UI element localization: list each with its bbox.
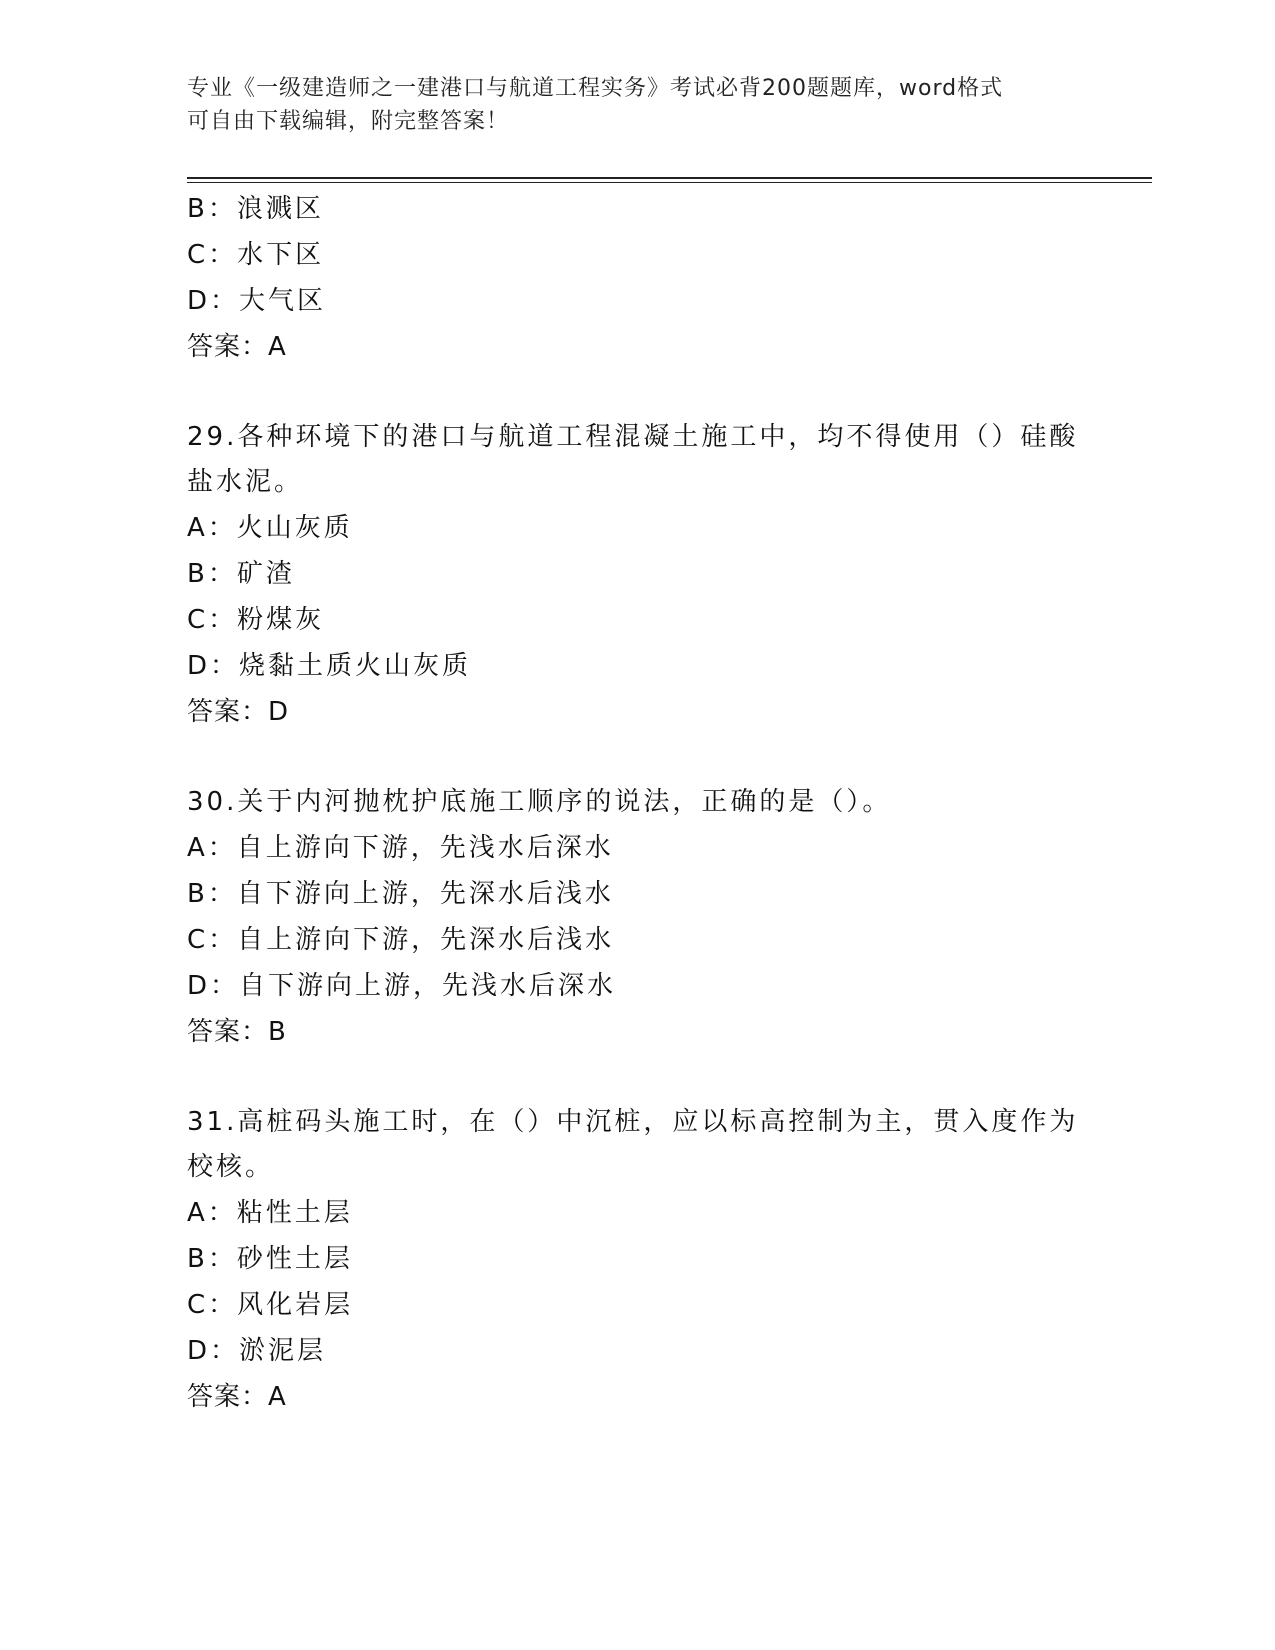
option-d: D：淤泥层 [187,1336,327,1366]
answer-line: 答案：D [187,697,290,727]
question-30 [187,780,1087,1055]
option-c: C：自上游向下游，先深水后浅水 [187,925,615,955]
document-header [187,72,1087,138]
option-b: B：浪溅区 [187,194,324,224]
question-stem [187,780,1087,825]
question-31 [187,1100,1087,1420]
header-title-line-2: 可自由下载编辑，附完整答案！ [187,109,510,134]
spacer [187,1055,1087,1100]
question-stem [187,1100,1087,1190]
option-d: D：自下游向上游，先浅水后深水 [187,971,617,1001]
spacer [187,370,1087,415]
option-a: A：火山灰质 [187,513,353,543]
spacer [187,735,1087,780]
option-d: D：大气区 [187,286,327,316]
question-stem-line-1: 31.高桩码头施工时，在（）中沉桩，应以标高控制为主，贯入度作为 [187,1107,1079,1137]
answer-line: 答案：A [187,332,287,362]
option-c: C：风化岩层 [187,1290,354,1320]
question-stem-line-1: 29.各种环境下的港口与航道工程混凝土施工中，均不得使用（）硅酸 [187,422,1079,452]
answer-line: 答案：A [187,1382,287,1412]
option-a: A：自上游向下游，先浅水后深水 [187,833,614,863]
option-a: A：粘性土层 [187,1198,353,1228]
option-b: B：矿渣 [187,559,295,589]
header-title-line-1: 专业《一级建造师之一建港口与航道工程实务》考试必背200题题库，word格式 [187,76,1004,101]
header-divider-thin [187,182,1152,183]
question-stem-line-1: 30.关于内河抛枕护底施工顺序的说法，正确的是（）。 [187,787,892,817]
question-stem [187,415,1087,505]
option-b: B：自下游向上游，先深水后浅水 [187,879,614,909]
answer-line: 答案：B [187,1017,287,1047]
question-stem-line-2: 盐水泥。 [187,467,304,497]
question-stem-line-2: 校核。 [187,1152,275,1182]
question-28-continued [187,186,1087,370]
header-divider-thick [187,177,1152,179]
option-c: C：水下区 [187,240,325,270]
option-c: C：粉煤灰 [187,605,325,635]
question-list [187,186,1087,1420]
option-d: D：烧黏土质火山灰质 [187,651,472,681]
option-b: B：砂性土层 [187,1244,353,1274]
question-29 [187,415,1087,735]
